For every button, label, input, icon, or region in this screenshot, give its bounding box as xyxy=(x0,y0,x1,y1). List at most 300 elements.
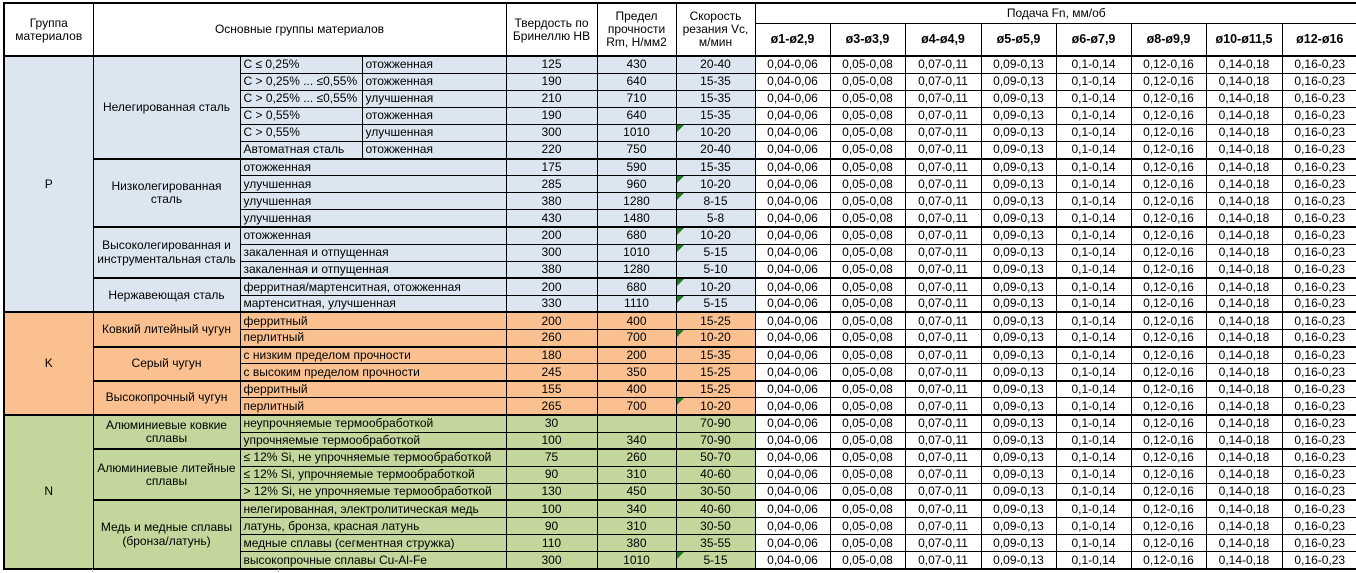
cell-feed[interactable]: 0,14-0,18 xyxy=(1206,278,1282,295)
cell-hardness[interactable]: 190 xyxy=(506,73,597,90)
cell-feed[interactable]: 0,12-0,16 xyxy=(1131,295,1206,312)
cell-feed[interactable]: 0,12-0,16 xyxy=(1131,193,1206,210)
cell-feed[interactable]: 0,1-0,14 xyxy=(1056,500,1131,517)
cell-condition[interactable]: ≤ 12% Si, не упрочняемые термообработкой xyxy=(240,449,506,466)
cell-feed[interactable]: 0,05-0,08 xyxy=(830,312,905,329)
cell-strength[interactable]: 340 xyxy=(597,500,676,517)
cell-feed[interactable]: 0,04-0,06 xyxy=(755,415,830,432)
cell-speed[interactable]: 40-60 xyxy=(676,500,755,517)
cell-hardness[interactable]: 110 xyxy=(506,535,597,552)
cell-feed[interactable]: 0,09-0,13 xyxy=(981,535,1056,552)
cell-feed[interactable]: 0,09-0,13 xyxy=(981,261,1056,278)
cell-feed[interactable]: 0,04-0,06 xyxy=(755,518,830,535)
cell-condition-a[interactable]: C > 0,55% xyxy=(240,124,362,141)
cell-feed[interactable]: 0,1-0,14 xyxy=(1056,483,1131,500)
cell-feed[interactable]: 0,07-0,11 xyxy=(905,159,981,176)
cell-feed[interactable]: 0,14-0,18 xyxy=(1206,347,1282,364)
cell-feed[interactable]: 0,05-0,08 xyxy=(830,278,905,295)
cell-feed[interactable]: 0,04-0,06 xyxy=(755,449,830,466)
cell-condition-b[interactable]: отожженная xyxy=(362,73,506,90)
cell-hardness[interactable]: 90 xyxy=(506,518,597,535)
cell-hardness[interactable]: 190 xyxy=(506,107,597,124)
cell-feed[interactable]: 0,09-0,13 xyxy=(981,432,1056,449)
cell-subgroup-name[interactable]: Высоколегированная и инструментальная сталь xyxy=(93,227,240,278)
cell-speed[interactable]: 30-50 xyxy=(676,518,755,535)
cell-feed[interactable]: 0,09-0,13 xyxy=(981,193,1056,210)
cell-feed[interactable]: 0,05-0,08 xyxy=(830,552,905,569)
cell-strength[interactable]: 640 xyxy=(597,73,676,90)
cell-feed[interactable]: 0,16-0,23 xyxy=(1282,398,1356,415)
cell-feed[interactable]: 0,1-0,14 xyxy=(1056,141,1131,158)
cell-feed[interactable]: 0,1-0,14 xyxy=(1056,432,1131,449)
cell-hardness[interactable]: 200 xyxy=(506,227,597,244)
cell-strength[interactable]: 710 xyxy=(597,90,676,107)
cell-feed[interactable]: 0,07-0,11 xyxy=(905,347,981,364)
cell-feed[interactable]: 0,04-0,06 xyxy=(755,483,830,500)
cell-feed[interactable]: 0,12-0,16 xyxy=(1131,278,1206,295)
cell-feed[interactable]: 0,04-0,06 xyxy=(755,141,830,158)
cell-condition-a[interactable]: Автоматная сталь xyxy=(240,141,362,158)
cell-feed[interactable]: 0,14-0,18 xyxy=(1206,415,1282,432)
cell-feed[interactable]: 0,07-0,11 xyxy=(905,90,981,107)
cell-speed[interactable]: 5-15 xyxy=(676,552,755,569)
cell-feed[interactable]: 0,12-0,16 xyxy=(1131,90,1206,107)
cell-feed[interactable]: 0,04-0,06 xyxy=(755,278,830,295)
cell-condition[interactable]: неупрочняемые термообработкой xyxy=(240,415,506,432)
cell-feed[interactable]: 0,04-0,06 xyxy=(755,398,830,415)
cell-feed[interactable]: 0,04-0,06 xyxy=(755,73,830,90)
cell-condition[interactable]: медные сплавы (сегментная стружка) xyxy=(240,535,506,552)
cell-feed[interactable]: 0,12-0,16 xyxy=(1131,227,1206,244)
cell-hardness[interactable]: 30 xyxy=(506,415,597,432)
cell-feed[interactable]: 0,14-0,18 xyxy=(1206,398,1282,415)
header-feed-title[interactable]: Подача Fn, мм/об xyxy=(755,3,1356,23)
cell-feed[interactable]: 0,04-0,06 xyxy=(755,466,830,483)
cell-feed[interactable]: 0,16-0,23 xyxy=(1282,278,1356,295)
cell-feed[interactable]: 0,1-0,14 xyxy=(1056,364,1131,381)
cell-feed[interactable]: 0,09-0,13 xyxy=(981,90,1056,107)
cell-hardness[interactable]: 180 xyxy=(506,347,597,364)
cell-feed[interactable]: 0,05-0,08 xyxy=(830,261,905,278)
cell-feed[interactable]: 0,05-0,08 xyxy=(830,244,905,261)
cell-feed[interactable]: 0,14-0,18 xyxy=(1206,432,1282,449)
cell-feed[interactable]: 0,16-0,23 xyxy=(1282,124,1356,141)
cell-feed[interactable]: 0,04-0,06 xyxy=(755,90,830,107)
cell-speed[interactable]: 15-35 xyxy=(676,73,755,90)
cell-subgroup-name[interactable]: Серый чугун xyxy=(93,347,240,381)
cell-feed[interactable]: 0,05-0,08 xyxy=(830,227,905,244)
cell-feed[interactable]: 0,04-0,06 xyxy=(755,176,830,193)
header-feed-diameter-6[interactable]: ø8-ø9,9 xyxy=(1131,23,1206,56)
cell-feed[interactable]: 0,07-0,11 xyxy=(905,449,981,466)
cell-material-group[interactable]: N xyxy=(4,415,93,569)
cell-condition[interactable]: латунь, бронза, красная латунь xyxy=(240,518,506,535)
cell-feed[interactable]: 0,09-0,13 xyxy=(981,518,1056,535)
cell-feed[interactable]: 0,14-0,18 xyxy=(1206,159,1282,176)
cell-feed[interactable]: 0,1-0,14 xyxy=(1056,398,1131,415)
cell-feed[interactable]: 0,16-0,23 xyxy=(1282,312,1356,329)
cell-feed[interactable]: 0,05-0,08 xyxy=(830,415,905,432)
cell-hardness[interactable]: 210 xyxy=(506,90,597,107)
cell-feed[interactable]: 0,12-0,16 xyxy=(1131,244,1206,261)
cell-condition-a[interactable]: C > 0,25% ... ≤0,55% xyxy=(240,90,362,107)
cell-feed[interactable]: 0,07-0,11 xyxy=(905,227,981,244)
cell-subgroup-name[interactable]: Медь и медные сплавы (бронза/латунь) xyxy=(93,500,240,568)
cell-feed[interactable]: 0,12-0,16 xyxy=(1131,398,1206,415)
header-speed[interactable]: Скорость резания Vc, м/мин xyxy=(676,3,755,56)
cell-feed[interactable]: 0,09-0,13 xyxy=(981,227,1056,244)
cell-feed[interactable]: 0,12-0,16 xyxy=(1131,107,1206,124)
cell-feed[interactable]: 0,09-0,13 xyxy=(981,466,1056,483)
cell-strength[interactable]: 750 xyxy=(597,141,676,158)
cell-feed[interactable]: 0,04-0,06 xyxy=(755,535,830,552)
cell-feed[interactable]: 0,14-0,18 xyxy=(1206,466,1282,483)
cell-speed[interactable]: 10-20 xyxy=(676,176,755,193)
cell-feed[interactable]: 0,12-0,16 xyxy=(1131,449,1206,466)
header-material-group[interactable]: Группа материалов xyxy=(4,3,93,56)
cell-feed[interactable]: 0,12-0,16 xyxy=(1131,56,1206,73)
cell-feed[interactable]: 0,16-0,23 xyxy=(1282,193,1356,210)
cell-condition[interactable]: ферритный xyxy=(240,312,506,329)
cell-feed[interactable]: 0,1-0,14 xyxy=(1056,466,1131,483)
cell-feed[interactable]: 0,14-0,18 xyxy=(1206,552,1282,569)
cell-condition-a[interactable]: C ≤ 0,25% xyxy=(240,56,362,73)
cell-feed[interactable]: 0,07-0,11 xyxy=(905,535,981,552)
cell-hardness[interactable]: 75 xyxy=(506,449,597,466)
cell-hardness[interactable]: 300 xyxy=(506,552,597,569)
cell-feed[interactable]: 0,12-0,16 xyxy=(1131,415,1206,432)
cell-feed[interactable]: 0,16-0,23 xyxy=(1282,90,1356,107)
cell-feed[interactable]: 0,07-0,11 xyxy=(905,73,981,90)
cell-condition[interactable]: закаленная и отпущенная xyxy=(240,261,506,278)
cell-hardness[interactable]: 200 xyxy=(506,312,597,329)
cell-feed[interactable]: 0,16-0,23 xyxy=(1282,176,1356,193)
cell-feed[interactable]: 0,04-0,06 xyxy=(755,312,830,329)
cell-strength[interactable]: 590 xyxy=(597,159,676,176)
cell-feed[interactable]: 0,05-0,08 xyxy=(830,449,905,466)
cell-strength[interactable]: 400 xyxy=(597,381,676,398)
cell-speed[interactable]: 15-35 xyxy=(676,107,755,124)
cell-feed[interactable]: 0,16-0,23 xyxy=(1282,535,1356,552)
cell-feed[interactable]: 0,12-0,16 xyxy=(1131,535,1206,552)
cell-feed[interactable]: 0,16-0,23 xyxy=(1282,210,1356,227)
cell-feed[interactable]: 0,09-0,13 xyxy=(981,124,1056,141)
cell-feed[interactable]: 0,14-0,18 xyxy=(1206,73,1282,90)
cell-feed[interactable]: 0,04-0,06 xyxy=(755,330,830,347)
cell-hardness[interactable]: 220 xyxy=(506,141,597,158)
cell-speed[interactable]: 5-8 xyxy=(676,210,755,227)
cell-speed[interactable]: 70-90 xyxy=(676,415,755,432)
cell-feed[interactable]: 0,16-0,23 xyxy=(1282,227,1356,244)
cell-strength[interactable]: 260 xyxy=(597,449,676,466)
cell-subgroup-name[interactable]: Низколегированная сталь xyxy=(93,159,240,227)
cell-speed[interactable]: 5-15 xyxy=(676,295,755,312)
cell-feed[interactable]: 0,16-0,23 xyxy=(1282,141,1356,158)
header-feed-diameter-1[interactable]: ø1-ø2,9 xyxy=(755,23,830,56)
cell-condition[interactable]: улучшенная xyxy=(240,193,506,210)
cell-feed[interactable]: 0,12-0,16 xyxy=(1131,500,1206,517)
cell-condition[interactable]: ≤ 12% Si, упрочняемые термообработкой xyxy=(240,466,506,483)
cell-feed[interactable]: 0,16-0,23 xyxy=(1282,73,1356,90)
cell-feed[interactable]: 0,05-0,08 xyxy=(830,466,905,483)
cell-feed[interactable]: 0,1-0,14 xyxy=(1056,227,1131,244)
cell-feed[interactable]: 0,09-0,13 xyxy=(981,159,1056,176)
cell-strength[interactable]: 350 xyxy=(597,364,676,381)
cell-feed[interactable]: 0,16-0,23 xyxy=(1282,244,1356,261)
cell-strength[interactable]: 340 xyxy=(597,432,676,449)
cell-feed[interactable]: 0,07-0,11 xyxy=(905,193,981,210)
cell-condition[interactable]: высокопрочные сплавы Cu-Al-Fe xyxy=(240,552,506,569)
cell-hardness[interactable]: 125 xyxy=(506,56,597,73)
cell-speed[interactable]: 15-25 xyxy=(676,364,755,381)
cell-feed[interactable]: 0,12-0,16 xyxy=(1131,159,1206,176)
cell-speed[interactable]: 10-20 xyxy=(676,330,755,347)
cell-feed[interactable]: 0,16-0,23 xyxy=(1282,449,1356,466)
cell-strength[interactable]: 400 xyxy=(597,312,676,329)
cell-feed[interactable]: 0,07-0,11 xyxy=(905,244,981,261)
cell-hardness[interactable]: 245 xyxy=(506,364,597,381)
cell-feed[interactable]: 0,16-0,23 xyxy=(1282,56,1356,73)
cell-feed[interactable]: 0,07-0,11 xyxy=(905,278,981,295)
cell-feed[interactable]: 0,12-0,16 xyxy=(1131,141,1206,158)
cell-feed[interactable]: 0,12-0,16 xyxy=(1131,466,1206,483)
cell-speed[interactable]: 15-25 xyxy=(676,381,755,398)
cell-strength[interactable]: 1010 xyxy=(597,124,676,141)
cell-strength[interactable]: 310 xyxy=(597,518,676,535)
cell-feed[interactable]: 0,1-0,14 xyxy=(1056,312,1131,329)
cell-feed[interactable]: 0,16-0,23 xyxy=(1282,518,1356,535)
cell-condition[interactable]: мартенситная, улучшенная xyxy=(240,295,506,312)
cell-hardness[interactable]: 155 xyxy=(506,381,597,398)
cell-strength[interactable]: 1480 xyxy=(597,210,676,227)
header-feed-diameter-2[interactable]: ø3-ø3,9 xyxy=(830,23,905,56)
cell-feed[interactable]: 0,07-0,11 xyxy=(905,124,981,141)
cell-feed[interactable]: 0,05-0,08 xyxy=(830,210,905,227)
cell-feed[interactable]: 0,05-0,08 xyxy=(830,176,905,193)
cell-feed[interactable]: 0,16-0,23 xyxy=(1282,107,1356,124)
cell-feed[interactable]: 0,09-0,13 xyxy=(981,244,1056,261)
cell-subgroup-name[interactable]: Алюминиевые ковкие сплавы xyxy=(93,415,240,449)
cell-condition[interactable]: упрочняемые термообработкой xyxy=(240,432,506,449)
cell-condition[interactable]: перлитный xyxy=(240,398,506,415)
cell-feed[interactable]: 0,1-0,14 xyxy=(1056,535,1131,552)
cell-feed[interactable]: 0,09-0,13 xyxy=(981,295,1056,312)
cell-subgroup-name[interactable]: Алюминиевые литейные сплавы xyxy=(93,449,240,500)
cell-condition[interactable]: > 12% Si, не упрочняемые термообработкой xyxy=(240,483,506,500)
cell-feed[interactable]: 0,1-0,14 xyxy=(1056,159,1131,176)
cell-speed[interactable]: 15-35 xyxy=(676,347,755,364)
cell-speed[interactable]: 70-90 xyxy=(676,432,755,449)
cell-speed[interactable]: 8-15 xyxy=(676,193,755,210)
cell-hardness[interactable]: 90 xyxy=(506,466,597,483)
cell-speed[interactable]: 10-20 xyxy=(676,278,755,295)
cell-feed[interactable]: 0,07-0,11 xyxy=(905,518,981,535)
cell-feed[interactable]: 0,05-0,08 xyxy=(830,90,905,107)
cell-condition[interactable]: нелегированная, электролитическая медь xyxy=(240,500,506,517)
cell-feed[interactable]: 0,14-0,18 xyxy=(1206,56,1282,73)
cell-condition[interactable]: улучшенная xyxy=(240,210,506,227)
header-strength[interactable]: Предел прочности Rm, Н/мм2 xyxy=(597,3,676,56)
cell-strength[interactable]: 680 xyxy=(597,227,676,244)
cell-feed[interactable]: 0,12-0,16 xyxy=(1131,381,1206,398)
cell-feed[interactable]: 0,07-0,11 xyxy=(905,295,981,312)
cell-speed[interactable]: 15-35 xyxy=(676,90,755,107)
cell-feed[interactable]: 0,14-0,18 xyxy=(1206,518,1282,535)
cell-feed[interactable]: 0,1-0,14 xyxy=(1056,295,1131,312)
cell-feed[interactable]: 0,05-0,08 xyxy=(830,107,905,124)
cell-strength[interactable]: 1280 xyxy=(597,193,676,210)
cell-material-group[interactable]: P xyxy=(4,56,93,312)
cell-strength[interactable]: 380 xyxy=(597,535,676,552)
cell-feed[interactable]: 0,05-0,08 xyxy=(830,483,905,500)
cell-feed[interactable]: 0,12-0,16 xyxy=(1131,432,1206,449)
cell-condition[interactable]: закаленная и отпущенная xyxy=(240,244,506,261)
cell-speed[interactable]: 15-35 xyxy=(676,159,755,176)
cell-strength[interactable]: 200 xyxy=(597,347,676,364)
cell-feed[interactable]: 0,04-0,06 xyxy=(755,56,830,73)
cell-feed[interactable]: 0,14-0,18 xyxy=(1206,483,1282,500)
cell-feed[interactable]: 0,07-0,11 xyxy=(905,483,981,500)
cell-speed[interactable]: 35-55 xyxy=(676,535,755,552)
cell-feed[interactable]: 0,14-0,18 xyxy=(1206,124,1282,141)
cell-hardness[interactable]: 380 xyxy=(506,261,597,278)
cell-feed[interactable]: 0,12-0,16 xyxy=(1131,312,1206,329)
cell-feed[interactable]: 0,12-0,16 xyxy=(1131,73,1206,90)
cell-feed[interactable]: 0,09-0,13 xyxy=(981,107,1056,124)
cell-condition-b[interactable]: отожженная xyxy=(362,141,506,158)
cell-feed[interactable]: 0,12-0,16 xyxy=(1131,210,1206,227)
cell-condition-a[interactable]: C > 0,25% ... ≤0,55% xyxy=(240,73,362,90)
cell-strength[interactable]: 700 xyxy=(597,398,676,415)
cell-hardness[interactable]: 430 xyxy=(506,210,597,227)
cell-feed[interactable]: 0,04-0,06 xyxy=(755,500,830,517)
cell-feed[interactable]: 0,04-0,06 xyxy=(755,381,830,398)
cell-hardness[interactable]: 300 xyxy=(506,244,597,261)
cell-condition-b[interactable]: отожженная xyxy=(362,56,506,73)
cell-feed[interactable]: 0,1-0,14 xyxy=(1056,278,1131,295)
cell-feed[interactable]: 0,16-0,23 xyxy=(1282,381,1356,398)
cell-feed[interactable]: 0,05-0,08 xyxy=(830,535,905,552)
cell-strength[interactable]: 1010 xyxy=(597,244,676,261)
cell-hardness[interactable]: 300 xyxy=(506,124,597,141)
cell-speed[interactable]: 15-25 xyxy=(676,312,755,329)
cell-condition-b[interactable]: улучшенная xyxy=(362,90,506,107)
cell-feed[interactable]: 0,1-0,14 xyxy=(1056,244,1131,261)
cell-feed[interactable]: 0,1-0,14 xyxy=(1056,330,1131,347)
cell-subgroup-name[interactable]: Высокопрочный чугун xyxy=(93,381,240,415)
cell-hardness[interactable]: 285 xyxy=(506,176,597,193)
cell-feed[interactable]: 0,12-0,16 xyxy=(1131,518,1206,535)
cell-feed[interactable]: 0,1-0,14 xyxy=(1056,210,1131,227)
cell-hardness[interactable]: 100 xyxy=(506,500,597,517)
cell-feed[interactable]: 0,12-0,16 xyxy=(1131,364,1206,381)
cell-feed[interactable]: 0,07-0,11 xyxy=(905,107,981,124)
cell-feed[interactable]: 0,16-0,23 xyxy=(1282,330,1356,347)
cell-feed[interactable]: 0,1-0,14 xyxy=(1056,56,1131,73)
cell-speed[interactable]: 30-50 xyxy=(676,483,755,500)
cell-feed[interactable]: 0,07-0,11 xyxy=(905,552,981,569)
cell-feed[interactable]: 0,14-0,18 xyxy=(1206,535,1282,552)
cell-feed[interactable]: 0,12-0,16 xyxy=(1131,124,1206,141)
cell-subgroup-name[interactable]: Нержавеющая сталь xyxy=(93,278,240,312)
cell-feed[interactable]: 0,05-0,08 xyxy=(830,518,905,535)
cell-strength[interactable]: 1110 xyxy=(597,295,676,312)
cell-strength[interactable]: 640 xyxy=(597,107,676,124)
cell-strength[interactable]: 430 xyxy=(597,56,676,73)
header-hardness[interactable]: Твердость по Бринеллю HB xyxy=(506,3,597,56)
cell-feed[interactable]: 0,04-0,06 xyxy=(755,107,830,124)
cell-feed[interactable]: 0,05-0,08 xyxy=(830,295,905,312)
cell-feed[interactable]: 0,05-0,08 xyxy=(830,500,905,517)
cell-feed[interactable]: 0,16-0,23 xyxy=(1282,552,1356,569)
cell-feed[interactable]: 0,09-0,13 xyxy=(981,141,1056,158)
cell-feed[interactable]: 0,07-0,11 xyxy=(905,312,981,329)
cell-feed[interactable]: 0,14-0,18 xyxy=(1206,90,1282,107)
cell-speed[interactable]: 50-70 xyxy=(676,449,755,466)
cell-feed[interactable]: 0,05-0,08 xyxy=(830,56,905,73)
cell-feed[interactable]: 0,14-0,18 xyxy=(1206,244,1282,261)
cell-feed[interactable]: 0,05-0,08 xyxy=(830,381,905,398)
cell-condition[interactable]: отожженная xyxy=(240,159,506,176)
cell-feed[interactable]: 0,05-0,08 xyxy=(830,141,905,158)
cell-strength[interactable]: 310 xyxy=(597,466,676,483)
cell-hardness[interactable]: 380 xyxy=(506,193,597,210)
cell-feed[interactable]: 0,16-0,23 xyxy=(1282,261,1356,278)
cell-feed[interactable]: 0,1-0,14 xyxy=(1056,124,1131,141)
header-feed-diameter-7[interactable]: ø10-ø11,5 xyxy=(1206,23,1282,56)
cell-speed[interactable]: 10-20 xyxy=(676,398,755,415)
cell-condition-b[interactable]: отожженная xyxy=(362,107,506,124)
cell-feed[interactable]: 0,09-0,13 xyxy=(981,449,1056,466)
cell-feed[interactable]: 0,14-0,18 xyxy=(1206,500,1282,517)
cell-feed[interactable]: 0,14-0,18 xyxy=(1206,295,1282,312)
cell-feed[interactable]: 0,1-0,14 xyxy=(1056,552,1131,569)
cell-feed[interactable]: 0,12-0,16 xyxy=(1131,261,1206,278)
cell-condition[interactable]: отожженная xyxy=(240,227,506,244)
cell-feed[interactable]: 0,12-0,16 xyxy=(1131,483,1206,500)
cell-feed[interactable]: 0,04-0,06 xyxy=(755,432,830,449)
cell-feed[interactable]: 0,16-0,23 xyxy=(1282,295,1356,312)
cell-feed[interactable]: 0,14-0,18 xyxy=(1206,381,1282,398)
cell-strength[interactable]: 1280 xyxy=(597,261,676,278)
cell-hardness[interactable]: 175 xyxy=(506,159,597,176)
cell-feed[interactable]: 0,07-0,11 xyxy=(905,330,981,347)
cell-feed[interactable]: 0,1-0,14 xyxy=(1056,261,1131,278)
cell-hardness[interactable]: 260 xyxy=(506,330,597,347)
cell-condition[interactable]: с высоким пределом прочности xyxy=(240,364,506,381)
cell-feed[interactable]: 0,07-0,11 xyxy=(905,210,981,227)
header-main-groups[interactable]: Основные группы материалов xyxy=(93,3,506,56)
cell-feed[interactable]: 0,05-0,08 xyxy=(830,159,905,176)
cell-feed[interactable]: 0,16-0,23 xyxy=(1282,466,1356,483)
cell-feed[interactable]: 0,09-0,13 xyxy=(981,56,1056,73)
cell-feed[interactable]: 0,09-0,13 xyxy=(981,415,1056,432)
cell-feed[interactable]: 0,14-0,18 xyxy=(1206,261,1282,278)
header-feed-diameter-8[interactable]: ø12-ø16 xyxy=(1282,23,1356,56)
cell-feed[interactable]: 0,14-0,18 xyxy=(1206,312,1282,329)
cell-feed[interactable]: 0,05-0,08 xyxy=(830,124,905,141)
cell-feed[interactable]: 0,07-0,11 xyxy=(905,415,981,432)
cell-feed[interactable]: 0,09-0,13 xyxy=(981,364,1056,381)
cell-strength[interactable]: 1010 xyxy=(597,552,676,569)
cell-condition[interactable]: перлитный xyxy=(240,330,506,347)
cell-feed[interactable]: 0,12-0,16 xyxy=(1131,347,1206,364)
cell-feed[interactable]: 0,07-0,11 xyxy=(905,500,981,517)
cell-condition-a[interactable]: C > 0,55% xyxy=(240,107,362,124)
header-feed-diameter-4[interactable]: ø5-ø5,9 xyxy=(981,23,1056,56)
cell-feed[interactable]: 0,09-0,13 xyxy=(981,500,1056,517)
cell-strength[interactable]: 680 xyxy=(597,278,676,295)
